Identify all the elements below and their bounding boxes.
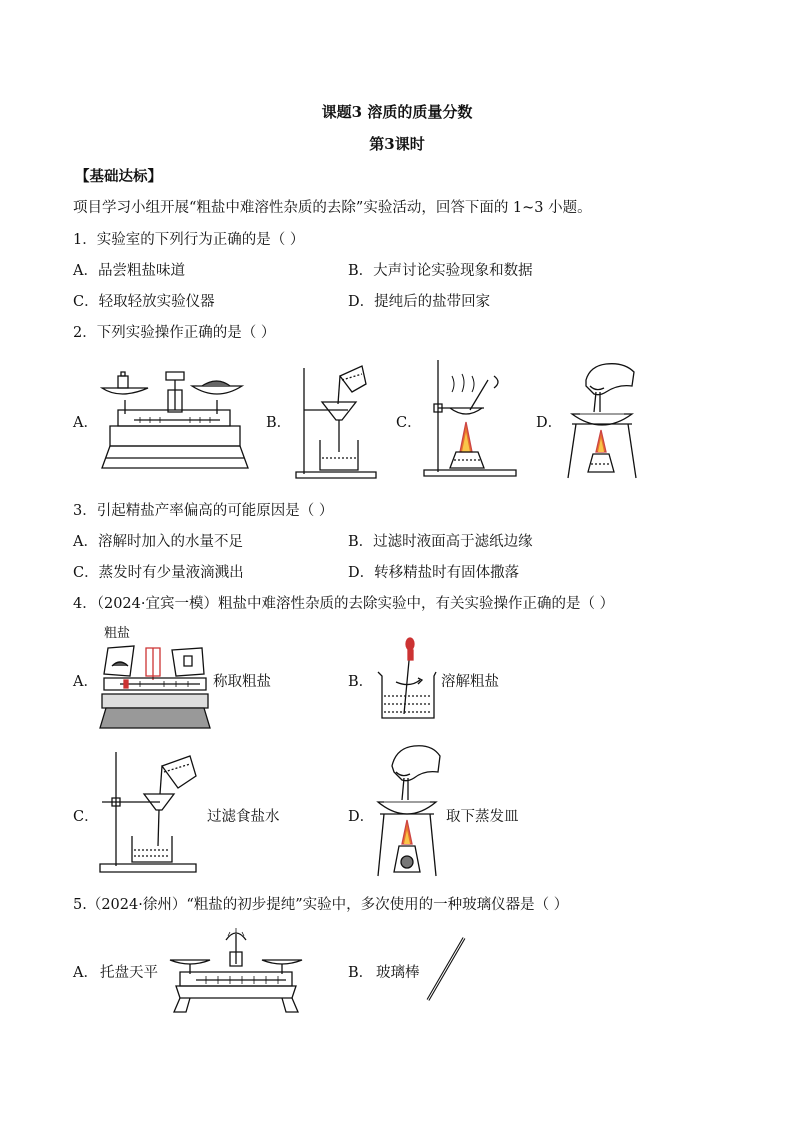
crude-salt-label: 粗盐 xyxy=(104,626,131,641)
q5-letter-a: A． xyxy=(73,965,98,981)
q2-label-c: C． xyxy=(396,415,422,431)
q4-caption-a: 称取粗盐 xyxy=(213,674,271,690)
filter-salt-water-figure xyxy=(98,750,202,874)
q3-option-d: D．转移精盐时有固体撒落 xyxy=(348,565,520,581)
q4-letter-a: A． xyxy=(73,674,98,690)
q4-caption-c: 过滤食盐水 xyxy=(207,809,280,825)
q4-caption-d: 取下蒸发皿 xyxy=(446,809,519,825)
q2-label-d: D． xyxy=(536,415,563,431)
q5-letter-b: B． xyxy=(348,965,374,981)
page-subtitle: 第3课时 xyxy=(369,135,425,153)
evaporation-figure xyxy=(420,356,520,480)
remove-dish-figure xyxy=(560,356,640,482)
q2-label-a: A． xyxy=(73,415,98,431)
tray-balance-figure xyxy=(166,924,306,1014)
dissolve-salt-figure xyxy=(376,636,438,720)
page-title: 课题3 溶质的质量分数 xyxy=(321,103,473,121)
q3-option-a: A．溶解时加入的水量不足 xyxy=(73,534,243,550)
q1-stem: 1．实验室的下列行为正确的是（ ） xyxy=(73,232,305,248)
q1-option-b: B．大声讨论实验现象和数据 xyxy=(348,263,533,279)
q4-letter-b: B． xyxy=(348,674,374,690)
q5-caption-a: 托盘天平 xyxy=(100,965,158,981)
q1-option-d: D．提纯后的盐带回家 xyxy=(348,294,491,310)
weigh-crude-salt-figure xyxy=(100,640,210,732)
q4-letter-c: C． xyxy=(73,809,99,825)
glass-rod-figure xyxy=(424,936,468,1002)
filtration-figure xyxy=(294,354,380,480)
balance-weighing-figure xyxy=(100,360,250,472)
q5-stem: 5.（2024·徐州）“粗盐的初步提纯”实验中，多次使用的一种玻璃仪器是（ ） xyxy=(73,897,569,913)
q2-label-b: B． xyxy=(266,415,292,431)
take-off-dish-figure xyxy=(374,740,440,880)
q5-caption-b: 玻璃棒 xyxy=(376,965,420,981)
q3-option-b: B．过滤时液面高于滤纸边缘 xyxy=(348,534,533,550)
q4-caption-b: 溶解粗盐 xyxy=(441,674,499,690)
q3-stem: 3．引起精盐产率偏高的可能原因是（ ） xyxy=(73,503,334,519)
intro-text: 项目学习小组开展“粗盐中难溶性杂质的去除”实验活动，回答下面的 1~3 小题。 xyxy=(73,200,592,216)
q1-option-c: C．轻取轻放实验仪器 xyxy=(73,294,215,310)
q2-stem: 2．下列实验操作正确的是（ ） xyxy=(73,325,276,341)
q4-letter-d: D． xyxy=(348,809,375,825)
q1-option-a: A．品尝粗盐味道 xyxy=(73,263,185,279)
q3-option-c: C．蒸发时有少量液滴溅出 xyxy=(73,565,244,581)
section-heading: 【基础达标】 xyxy=(75,168,162,185)
q4-stem: 4．（2024·宜宾一模）粗盐中难溶性杂质的去除实验中，有关实验操作正确的是（ ） xyxy=(73,596,615,612)
